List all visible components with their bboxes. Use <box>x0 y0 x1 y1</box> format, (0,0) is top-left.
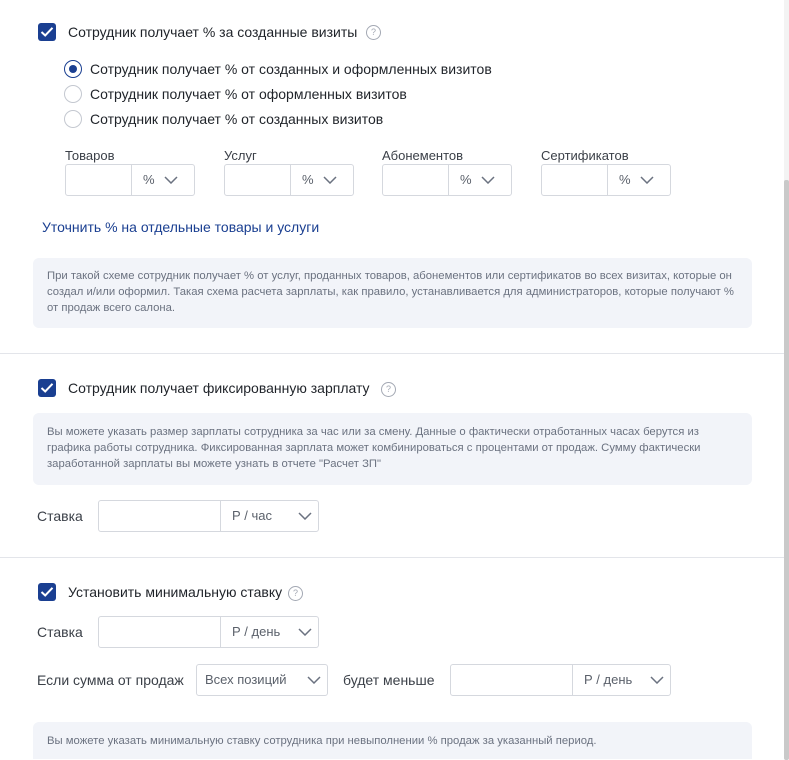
services-unit-select[interactable]: % <box>302 172 314 187</box>
positions-select[interactable] <box>196 664 328 696</box>
radio-processed[interactable] <box>64 85 82 103</box>
radio-label-created: Сотрудник получает % от созданных визитов <box>90 111 384 127</box>
fixed-rate-input[interactable] <box>99 501 220 531</box>
fixed-salary-label: Сотрудник получает фиксированную зарплату <box>68 380 370 396</box>
fixed-rate-combo <box>98 500 319 532</box>
sales-condition-label: Если сумма от продаж <box>37 672 184 688</box>
services-percent-input[interactable] <box>225 165 290 195</box>
chevron-down-icon[interactable] <box>640 176 654 184</box>
chevron-down-icon[interactable] <box>323 176 337 184</box>
subscriptions-unit-select[interactable]: % <box>460 172 472 187</box>
radio-created[interactable] <box>64 110 82 128</box>
less-than-unit-select[interactable]: Р / день <box>584 672 633 687</box>
subscriptions-label: Абонементов <box>382 148 464 163</box>
certificates-percent-input[interactable] <box>542 165 607 195</box>
radio-label-created-and-processed: Сотрудник получает % от созданных и оформленных визитов <box>90 61 492 77</box>
combo-separator <box>220 617 221 647</box>
combo-separator <box>290 165 291 195</box>
certificates-unit-select[interactable]: % <box>619 172 631 187</box>
section-divider <box>0 353 784 354</box>
radio-created-and-processed[interactable] <box>64 60 82 78</box>
goods-percent-input[interactable] <box>66 165 131 195</box>
services-percent-combo <box>224 164 354 196</box>
less-than-label: будет меньше <box>343 672 435 688</box>
checkmark-icon <box>40 26 54 38</box>
checkmark-icon <box>40 382 54 394</box>
goods-label: Товаров <box>65 148 115 163</box>
chevron-down-icon[interactable] <box>650 676 664 684</box>
min-rate-rate-label: Ставка <box>37 624 83 640</box>
subscriptions-percent-combo <box>382 164 512 196</box>
chevron-down-icon <box>307 676 321 684</box>
chevron-down-icon[interactable] <box>298 628 312 636</box>
percent-visits-checkbox[interactable] <box>38 23 56 41</box>
min-rate-combo <box>98 616 319 648</box>
combo-separator <box>131 165 132 195</box>
goods-percent-combo <box>65 164 195 196</box>
combo-separator <box>220 501 221 531</box>
certificates-percent-combo <box>541 164 671 196</box>
fixed-salary-checkbox[interactable] <box>38 379 56 397</box>
help-icon[interactable]: ? <box>288 586 303 601</box>
scrollbar-thumb[interactable] <box>784 180 789 760</box>
help-icon[interactable]: ? <box>366 25 381 40</box>
subscriptions-percent-input[interactable] <box>383 165 448 195</box>
min-rate-info-box: Вы можете указать минимальную ставку сотрудника при невыполнении % продаж за указанный период. <box>33 722 752 759</box>
chevron-down-icon[interactable] <box>164 176 178 184</box>
fixed-info-box: Вы можете указать размер зарплаты сотрудника за час или за смену. Данные о фактически отработанных часах берутся из графика работы сотрудника. Фиксированная зарплата может комбинироваться с процентами от продаж. Сумму фактически заработанной зарплаты вы можете узнать в отчете "Расчет ЗП" <box>33 413 752 485</box>
less-than-combo <box>450 664 671 696</box>
percent-info-box: При такой схеме сотрудник получает % от услуг, проданных товаров, абонементов или сертификатов во всех визитах, которые он создал и/или оформил. Такая схема расчета зарплаты, как правило, устанавливается для администраторов, которые получают % от продаж всего салона. <box>33 258 752 328</box>
section-divider <box>0 557 784 558</box>
specify-percent-link[interactable]: Уточнить % на отдельные товары и услуги <box>42 219 320 235</box>
chevron-down-icon[interactable] <box>481 176 495 184</box>
goods-unit-select[interactable]: % <box>143 172 155 187</box>
min-rate-checkbox[interactable] <box>38 583 56 601</box>
combo-separator <box>607 165 608 195</box>
percent-visits-label: Сотрудник получает % за созданные визиты <box>68 24 358 40</box>
help-icon[interactable]: ? <box>381 382 396 397</box>
min-rate-input[interactable] <box>99 617 220 647</box>
radio-label-processed: Сотрудник получает % от оформленных визитов <box>90 86 407 102</box>
chevron-down-icon[interactable] <box>298 512 312 520</box>
combo-separator <box>572 665 573 695</box>
fixed-rate-unit-select[interactable]: Р / час <box>232 508 273 523</box>
min-rate-label: Установить минимальную ставку <box>68 584 283 600</box>
services-label: Услуг <box>224 148 257 163</box>
combo-separator <box>448 165 449 195</box>
fixed-rate-label: Ставка <box>37 508 83 524</box>
checkmark-icon <box>40 586 54 598</box>
page-scrollbar[interactable] <box>784 0 789 759</box>
positions-select-value: Всех позиций <box>205 672 287 687</box>
min-rate-unit-select[interactable]: Р / день <box>232 624 281 639</box>
certificates-label: Сертификатов <box>541 148 629 163</box>
less-than-input[interactable] <box>451 665 572 695</box>
